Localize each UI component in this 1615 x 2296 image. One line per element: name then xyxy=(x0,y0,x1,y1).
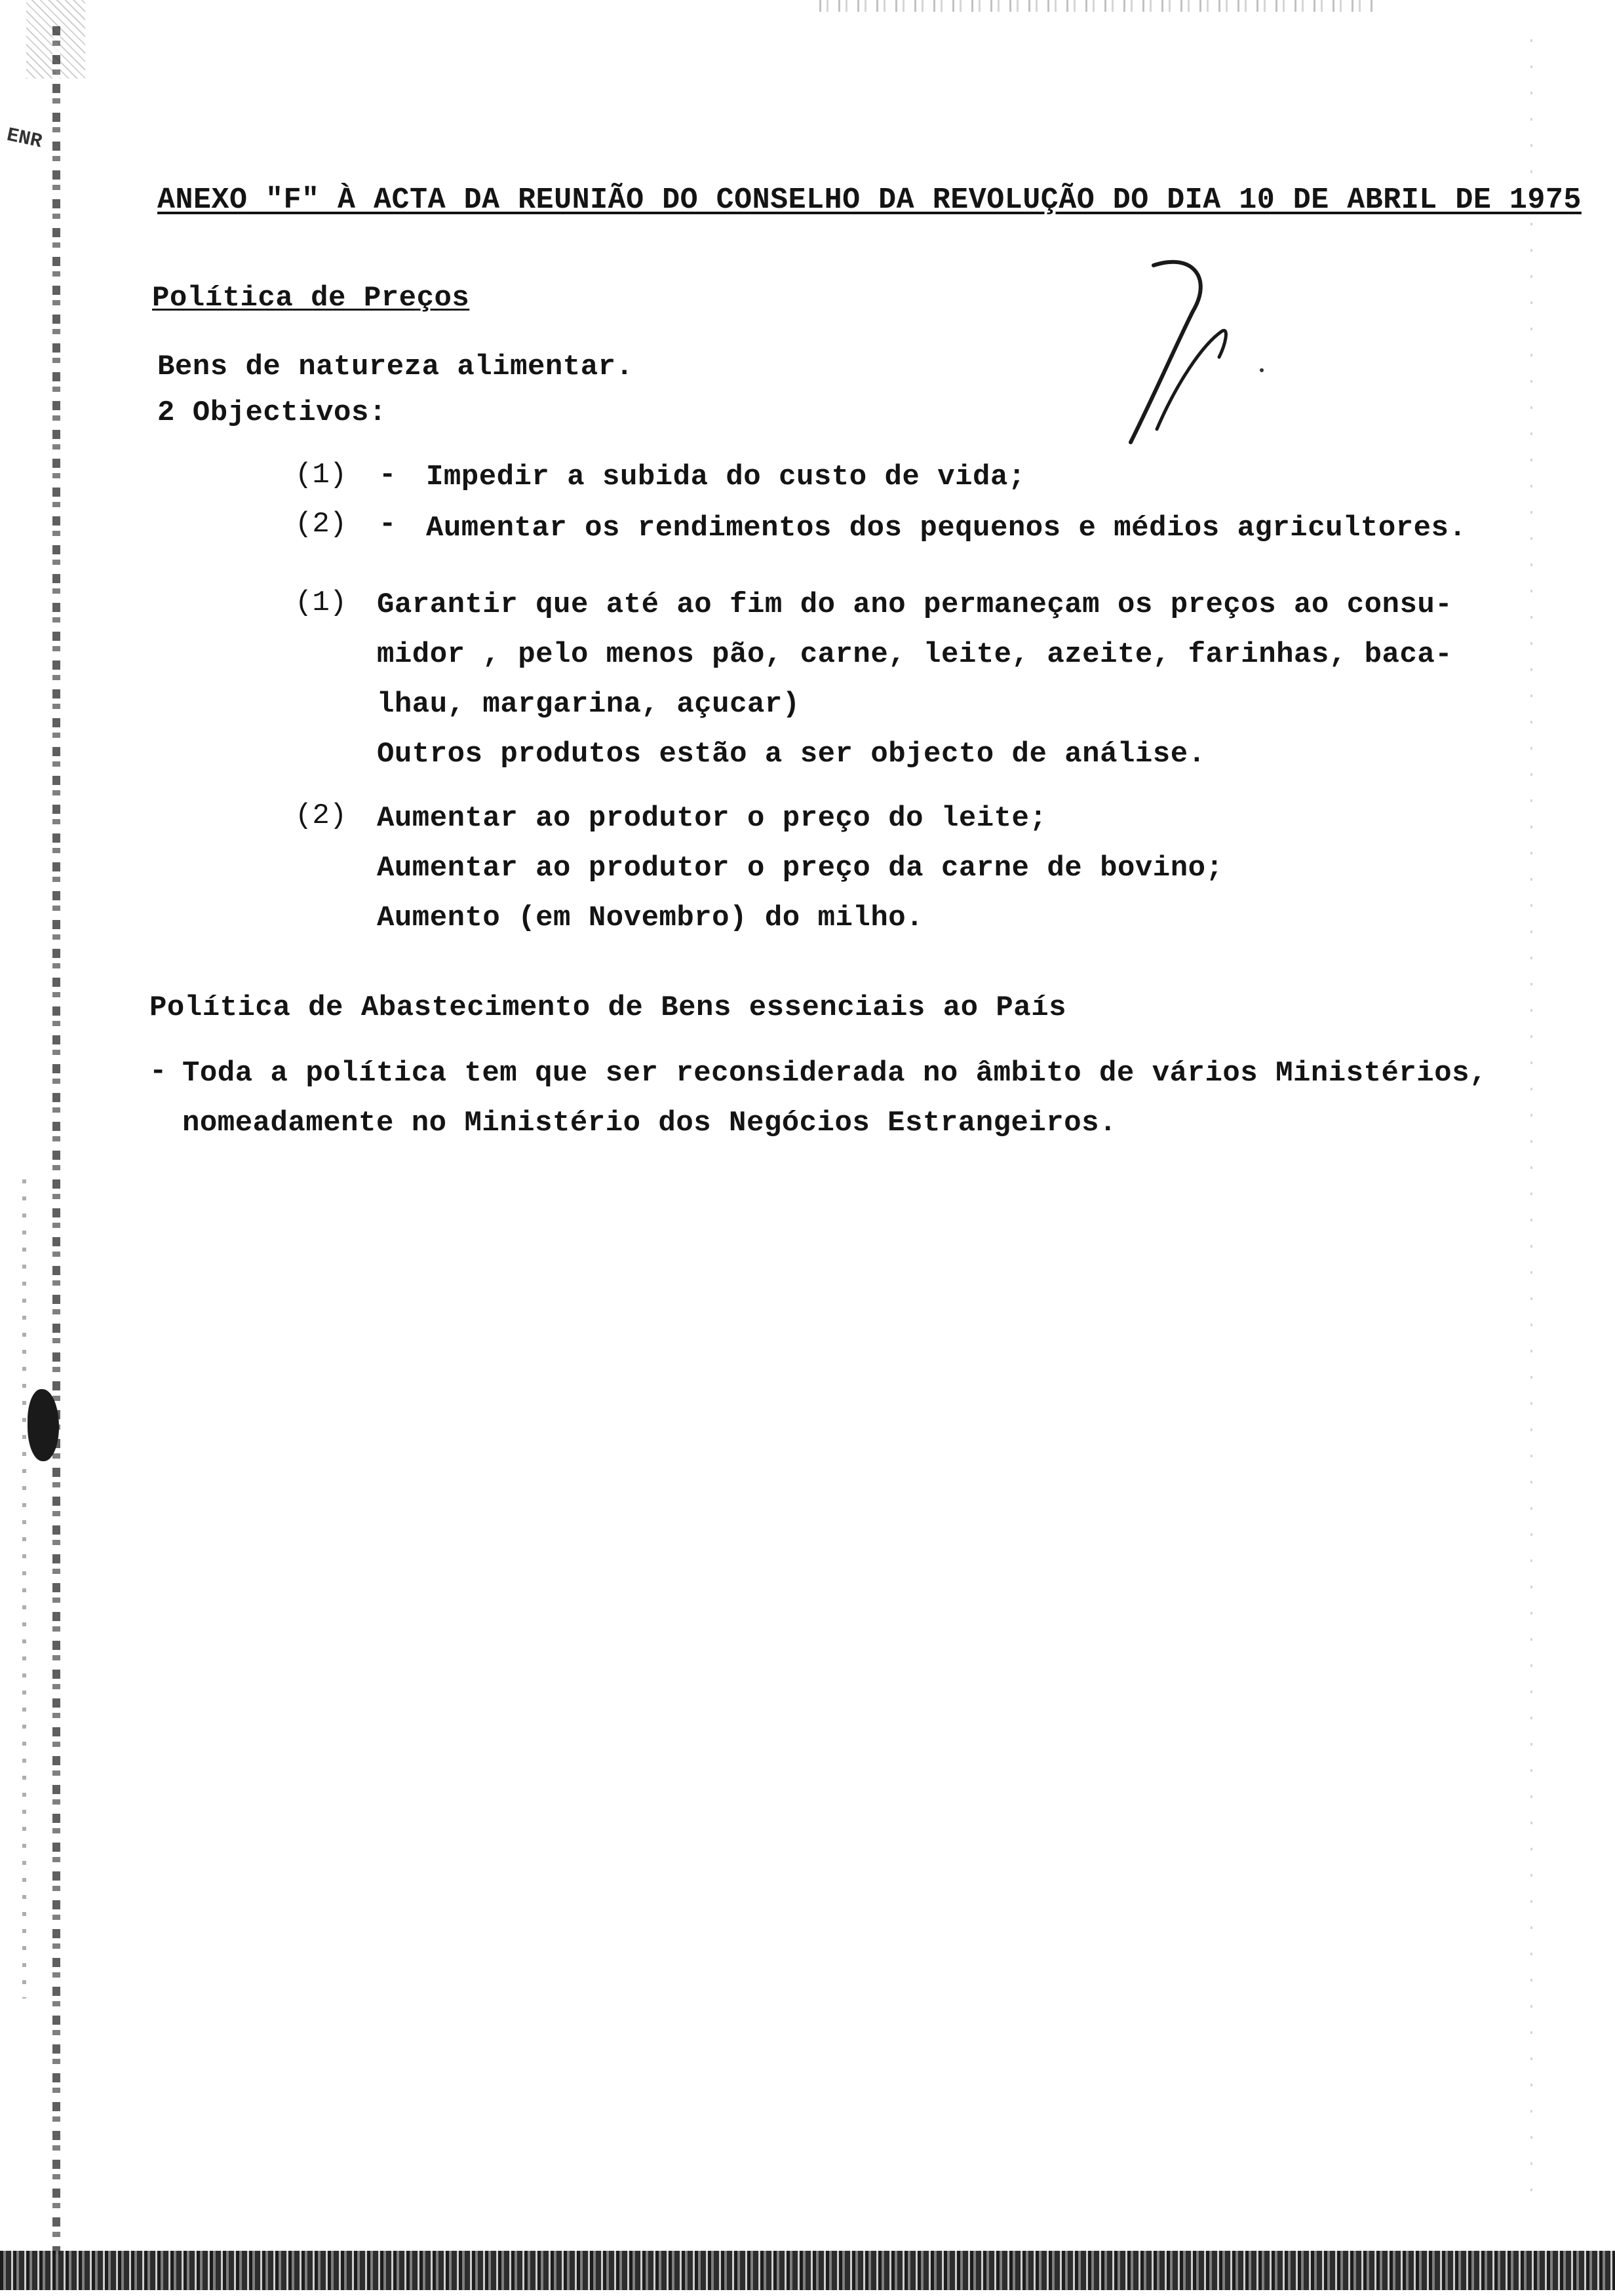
objectives-label: 2 Objectivos: xyxy=(157,396,387,429)
measure-1-line-2: midor , pelo menos pão, carne, leite, azeite, farinhas, baca- xyxy=(377,638,1453,671)
measure-2-line-1: Aumentar ao produtor o preço do leite; xyxy=(377,802,1047,835)
scan-bottom-band xyxy=(0,2251,1615,2290)
measure-2-line-3: Aumento (em Novembro) do milho. xyxy=(377,902,924,934)
measure-1-line-3: lhau, margarina, açucar) xyxy=(377,688,800,721)
objective-1-number: (1) xyxy=(295,459,347,491)
scan-left-edge xyxy=(52,26,60,2254)
measure-1-line-4: Outros produtos estão a ser objecto de análise. xyxy=(377,738,1206,771)
objective-2-text: Aumentar os rendimentos dos pequenos e médios agricultores. xyxy=(426,512,1467,545)
section-2-line-1: Toda a política tem que ser reconsiderada no âmbito de vários Ministérios, xyxy=(182,1057,1487,1090)
handwritten-signature xyxy=(1114,252,1285,449)
section-heading-price-policy: Política de Preços xyxy=(152,282,470,315)
document-title: ANEXO "F" À ACTA DA REUNIÃO DO CONSELHO DA REVOLUÇÃO DO DIA 10 DE ABRIL DE 1975 xyxy=(157,183,1582,217)
margin-stamp: ENR xyxy=(5,124,44,154)
measure-1-line-1: Garantir que até ao fim do ano permaneçam os preços ao consu- xyxy=(377,588,1453,621)
subheading-food-goods: Bens de natureza alimentar. xyxy=(157,351,634,383)
scan-ink-blob xyxy=(28,1389,59,1461)
objective-1-text: Impedir a subida do custo de vida; xyxy=(426,461,1026,493)
objective-2-dash: - xyxy=(379,508,397,541)
section-heading-supply-policy: Política de Abastecimento de Bens essenciais ao País xyxy=(149,991,1067,1024)
section-2-bullet: - xyxy=(149,1055,167,1088)
objective-2-number: (2) xyxy=(295,508,347,541)
measure-1-number: (1) xyxy=(295,586,347,619)
measure-2-line-2: Aumentar ao produtor o preço da carne de bovino; xyxy=(377,852,1224,885)
scan-top-noise xyxy=(819,0,1376,12)
objective-1-dash: - xyxy=(379,459,397,491)
section-2-line-2: nomeadamente no Ministério dos Negócios Estrangeiros. xyxy=(182,1107,1117,1139)
measure-2-number: (2) xyxy=(295,799,347,832)
scan-left-edge-secondary xyxy=(22,1179,26,1999)
scan-right-edge xyxy=(1530,39,1532,2202)
